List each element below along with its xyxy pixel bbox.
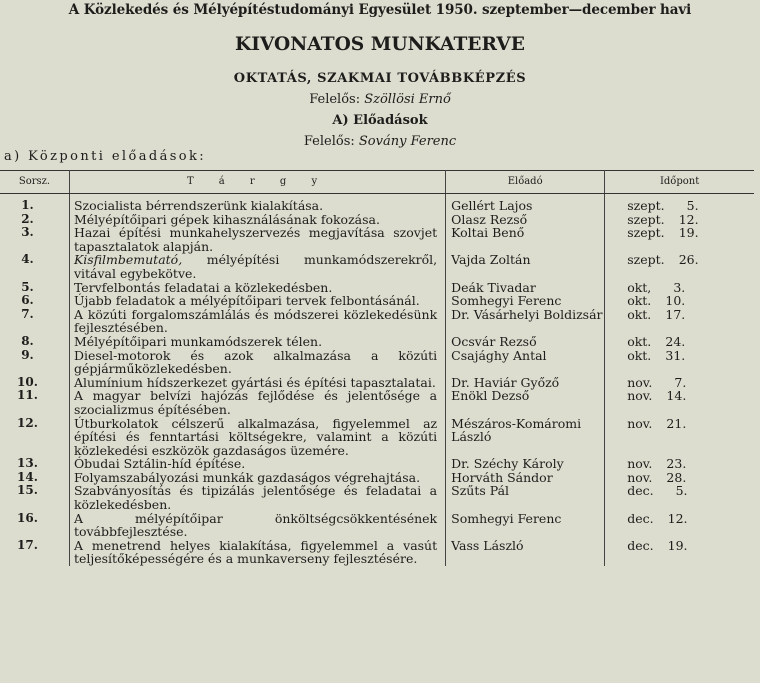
row-lecturer: Horváth Sándor [446,471,605,485]
row-subject [69,417,445,458]
row-subject [69,213,445,227]
row-date [605,199,754,213]
row-subject [69,457,445,471]
row-lecturer: Koltai Benő [446,226,605,253]
row-date [605,484,754,511]
row-subject [69,199,445,213]
row-lecturer: Dr. Vásárhelyi Boldizsár [446,308,605,335]
table-body [0,194,754,567]
row-date [605,253,754,280]
subject-text: Újabb feladatok a mélyépítőipari tervek felbontásánál. [73,293,420,309]
date-month: nov. [627,469,653,485]
responsible-label: Felelős: [303,134,355,149]
table-row [0,389,754,416]
row-number: 4. [0,253,69,280]
row-number: 13. [0,457,69,471]
row-date [605,457,754,471]
column-header-subject: T á r g y [69,171,445,194]
responsible-line-2 [0,134,760,149]
table-row [0,349,754,376]
date-month: dec. [627,510,654,526]
table-row [0,213,754,227]
row-number: 15. [0,484,69,511]
row-number: 16. [0,512,69,539]
column-header-number: Sorsz. [0,171,69,194]
column-header-lecturer: Előadó [446,171,605,194]
responsible-label: Felelős: [309,92,361,107]
section-title: OKTATÁS, SZAKMAI TOVÁBBKÉPZÉS [233,71,527,86]
subject-text: Alumínium hídszerkezet gyártási és építési tapasztalatai. [73,374,436,390]
row-lecturer: Gellért Lajos [446,199,605,213]
subheading: a) Központi előadások: [4,149,207,164]
subject-text: Óbudai Sztálin-híd építése. [73,456,246,472]
subject-text: Szocialista bérrendszerünk kialakítása. [73,198,324,213]
date-month: okt. [627,293,652,309]
row-subject [69,349,445,376]
row-number: 7. [0,308,69,335]
row-subject [69,335,445,349]
table-header-row [0,171,754,194]
row-subject [69,253,445,280]
date-day: 12. [667,510,688,526]
table-row [0,417,754,458]
date-day: 7. [674,374,687,390]
row-date [605,308,754,335]
date-month: nov. [627,388,653,404]
row-date [605,512,754,539]
subject-italic: Kisfilmbemutató, [73,252,183,268]
row-subject [69,512,445,539]
date-day: 31. [665,347,686,363]
row-number: 3. [0,226,69,253]
header-line: A Közlekedés és Mélyépítéstudományi Egyesület 1950. szeptember—december havi [68,2,692,18]
date-month: okt. [627,306,652,322]
date-month: nov. [627,456,653,472]
row-date [605,349,754,376]
row-number: 6. [0,294,69,308]
row-number: 2. [0,213,69,227]
date-day: 5. [686,198,699,213]
table-row [0,484,754,511]
date-month: nov. [627,374,653,390]
row-date [605,376,754,390]
date-month: szept. [627,211,665,227]
row-lecturer: Dr. Haviár Győző [446,376,605,390]
table-row [0,199,754,213]
date-month: dec. [627,537,654,553]
row-lecturer: Vajda Zoltán [446,253,605,280]
page-title: KIVONATOS MUNKATERVE [235,33,525,55]
table-row [0,335,754,349]
row-lecturer: Dr. Széchy Károly [446,457,605,471]
row-lecturer: Csajághy Antal [446,349,605,376]
responsible-name: Sovány Ferenc [358,134,457,149]
date-month: szept. [627,252,665,268]
date-month: okt, [627,279,652,295]
date-day: 3. [673,279,686,295]
row-number: 12. [0,417,69,458]
row-lecturer: Deák Tivadar [446,281,605,295]
table-row [0,376,754,390]
responsible-line-1 [0,92,760,107]
row-subject [69,539,445,566]
row-subject [69,471,445,485]
row-number: 5. [0,281,69,295]
table-row [0,308,754,335]
date-day: 5. [675,483,688,499]
date-month: okt. [627,333,652,349]
table-row [0,471,754,485]
date-month: okt. [627,347,652,363]
subject-text: A menetrend helyes kialakítása, figyelemmel a vasút teljesítőképességére és a munkaverseny fejlesztésére. [73,537,438,567]
row-lecturer: Vass László [446,539,605,566]
row-subject [69,294,445,308]
row-subject [69,226,445,253]
row-lecturer: Enökl Dezső [446,389,605,416]
date-month: dec. [627,483,654,499]
responsible-name: Szöllösi Ernő [364,92,451,107]
table-row [0,457,754,471]
row-number: 11. [0,389,69,416]
row-date [605,213,754,227]
subject-text: Hazai építési munkahelyszervezés megjavítása szovjet tapasztalatok alapján. [73,225,438,254]
table-row [0,294,754,308]
date-day: 12. [678,211,699,227]
row-lecturer: Olasz Rezső [446,213,605,227]
date-day: 28. [666,469,687,485]
row-lecturer: Somhegyi Ferenc [446,294,605,308]
row-lecturer: Mészáros-Komáromi László [446,417,605,458]
date-day: 21. [666,415,687,431]
row-date [605,335,754,349]
lecture-table [0,170,754,566]
date-day: 19. [667,537,688,553]
date-day: 17. [665,306,686,322]
table-row [0,226,754,253]
date-day: 24. [665,333,686,349]
table-row [0,539,754,566]
column-header-date: Időpont [605,171,754,194]
subject-text: A közúti forgalomszámlálás és módszerei közlekedésünk fejlesztésében. [73,306,438,336]
subject-text: A magyar belvízi hajózás fejlődése és jelentősége a szocializmus építésében. [73,388,438,417]
date-month: nov. [627,415,653,431]
row-date [605,389,754,416]
subject-text: mélyépítési munkamódszerekről, vitával egybekötve. [73,252,438,281]
row-lecturer: Szűts Pál [446,484,605,511]
row-number: 14. [0,471,69,485]
row-number: 10. [0,376,69,390]
row-date [605,417,754,458]
subject-text: Szabványosítás és tipizálás jelentősége és feladatai a közlekedésben. [73,483,438,513]
row-date [605,471,754,485]
subject-text: Folyamszabályozási munkák gazdaságos végrehajtása. [73,469,421,485]
row-date [605,539,754,566]
row-subject [69,308,445,335]
subsection-title: A) Előadások [332,113,428,128]
subject-text: Mélyépítőipari gépek kihasználásának fokozása. [73,211,380,227]
date-day: 26. [678,252,699,268]
row-date [605,294,754,308]
row-subject [69,484,445,511]
subject-text: Útburkolatok célszerű alkalmazása, figyelemmel az építési és fenntartási költségekre, valamint a közúti közlekedési eszközök gazdaságos üzemére. [73,415,438,458]
date-day: 19. [678,225,699,241]
date-month: szept. [627,225,665,241]
date-day: 10. [665,293,686,309]
row-lecturer: Somhegyi Ferenc [446,512,605,539]
row-number: 8. [0,335,69,349]
subject-text: A mélyépítőipar önköltségcsökkentésének továbbfejlesztése. [73,510,438,540]
date-day: 23. [666,456,687,472]
date-month: szept. [627,198,665,213]
date-day: 14. [666,388,687,404]
subject-text: Mélyépítőipari munkamódszerek télen. [73,333,323,349]
row-subject [69,376,445,390]
row-lecturer: Ocsvár Rezső [446,335,605,349]
table-row [0,512,754,539]
row-date [605,281,754,295]
row-number: 17. [0,539,69,566]
row-date [605,226,754,253]
row-number: 9. [0,349,69,376]
subject-text: Diesel-motorok és azok alkalmazása a közúti gépjárműközlekedésben. [73,347,438,377]
subject-text: Tervfelbontás feladatai a közlekedésben. [73,279,333,295]
row-subject [69,389,445,416]
table-row [0,253,754,280]
row-number: 1. [0,199,69,213]
